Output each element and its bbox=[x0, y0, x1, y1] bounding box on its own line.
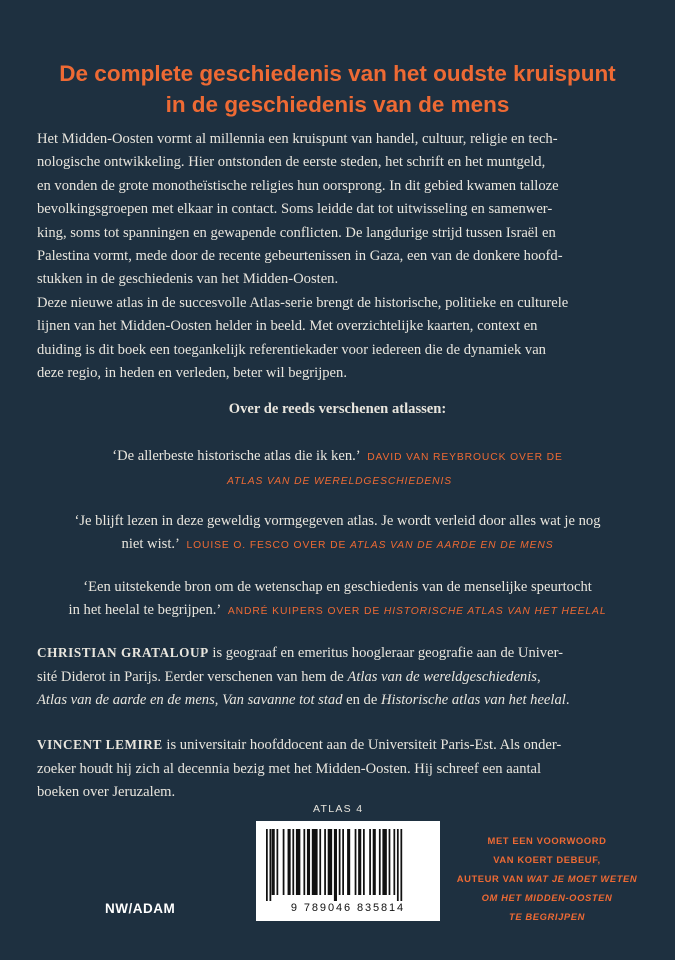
intro-line: lijnen van het Midden-Oosten helder in beeld. Met overzichtelijke kaarten, context en bbox=[37, 318, 538, 335]
author-name: CHRISTIAN GRATALOUP bbox=[37, 645, 209, 660]
review-quote-3 bbox=[40, 576, 635, 624]
bio-text: is universitair hoofddocent aan de Universiteit Paris-Est. Als onder- bbox=[162, 737, 562, 753]
cover-headline bbox=[30, 58, 645, 120]
headline-line-2: in de geschiedenis van de mens bbox=[165, 92, 510, 117]
review-quote-1 bbox=[40, 445, 635, 494]
quote-text: ‘Je blijft lezen in deze geweldig vormgegeven atlas. Je wordt verleid door alles wat je nog bbox=[74, 513, 601, 529]
book-title: Atlas van de aarde en de mens bbox=[37, 692, 215, 709]
headline-line-1: De complete geschiedenis van het oudste kruispunt bbox=[59, 61, 616, 86]
book-title: Historische atlas van het heelal bbox=[380, 692, 566, 709]
intro-line: nologische ontwikkeling. Hier ontstonden de eerste steden, het schrift en het muntgeld, bbox=[37, 154, 546, 171]
publisher-logo: NW/ADAM bbox=[105, 901, 176, 916]
foreword-note bbox=[452, 831, 642, 926]
quote-text: niet wist.’ bbox=[121, 536, 179, 553]
bio-text: zoeker houdt hij zich al decennia bezig met het Midden-Oosten. Hij schreef een aantal bbox=[37, 760, 542, 777]
series-label: ATLAS 4 bbox=[313, 803, 364, 815]
intro-line: stukken in de geschiedenis van het Midden-Oosten. bbox=[37, 271, 339, 288]
quote-text: ‘De allerbeste historische atlas die ik ken.’ bbox=[112, 448, 360, 464]
bio-text: , bbox=[214, 692, 223, 709]
author-name: VINCENT LEMIRE bbox=[37, 737, 163, 752]
isbn-number: 9 789046 835814 bbox=[290, 902, 406, 914]
quote-attribution: DAVID VAN REYBROUCK OVER DE bbox=[367, 452, 563, 463]
bio-text: boeken over Jeruzalem. bbox=[37, 784, 176, 801]
foreword-book-title: TE BEGRIJPEN bbox=[509, 911, 585, 922]
book-title: Atlas van de wereldgeschiedenis bbox=[347, 668, 537, 685]
bio-text: en de bbox=[342, 692, 381, 709]
author-bio-grataloup bbox=[37, 641, 643, 713]
bio-text: . bbox=[565, 692, 570, 709]
bio-text: is geograaf en emeritus hoogleraar geografie aan de Univer- bbox=[208, 645, 563, 661]
foreword-book-title: OM HET MIDDEN-OOSTEN bbox=[481, 892, 613, 903]
quote-book-title: ATLAS VAN DE AARDE EN DE MENS bbox=[349, 540, 554, 552]
barcode bbox=[256, 821, 440, 921]
intro-text bbox=[37, 128, 643, 385]
quote-book-title: HISTORISCHE ATLAS VAN HET HEELAL bbox=[383, 606, 607, 618]
foreword-line: AUTEUR VAN bbox=[456, 873, 527, 884]
quote-text: in het heelal te begrijpen.’ bbox=[68, 602, 221, 619]
intro-line: deze regio, in heden en verleden, beter wil begrijpen. bbox=[37, 365, 347, 382]
foreword-line: VAN KOERT DEBEUF, bbox=[493, 854, 601, 865]
foreword-line: MET EEN VOORWOORD bbox=[487, 835, 607, 846]
bio-text: sité Diderot in Parijs. Eerder verschenen van hem de bbox=[37, 668, 348, 685]
intro-line: en vonden de grote monotheïstische religies hun oorsprong. In dit gebied kwamen talloze bbox=[37, 177, 559, 194]
bio-text: , bbox=[536, 668, 541, 685]
author-bio-lemire bbox=[37, 733, 643, 805]
quote-attribution: LOUISE O. FESCO OVER DE bbox=[186, 540, 347, 552]
intro-line: Deze nieuwe atlas in de succesvolle Atlas-serie brengt de historische, politieke en culturele bbox=[37, 294, 569, 311]
intro-line: king, soms tot spanningen en gewapende conflicten. De langdurige strijd tussen Israël en bbox=[37, 224, 556, 241]
book-title: Van savanne tot stad bbox=[222, 692, 343, 709]
foreword-book-title: WAT JE MOET WETEN bbox=[526, 873, 638, 884]
quote-book-title: ATLAS VAN DE WERELDGESCHIEDENIS bbox=[226, 476, 453, 488]
intro-line: Palestina vormt, mede door de recente gebeurtenissen in Gaza, een van de donkere hoofd- bbox=[37, 248, 563, 265]
intro-line: bevolkingsgroepen met elkaar in contact. Soms leidde dat tot uitwisseling en samenwer- bbox=[37, 201, 553, 218]
review-quote-2 bbox=[40, 510, 635, 558]
reviews-heading: Over de reeds verschenen atlassen: bbox=[228, 401, 447, 417]
quote-text: ‘Een uitstekende bron om de wetenschap en geschiedenis van de menselijke speurtocht bbox=[83, 579, 592, 595]
quote-attribution: ANDRÉ KUIPERS OVER DE bbox=[227, 606, 381, 618]
barcode-bars bbox=[264, 829, 432, 901]
intro-line: duiding is dit boek een toegankelijk referentiekader voor iedereen die de dynamiek van bbox=[37, 341, 546, 358]
intro-line: Het Midden-Oosten vormt al millennia een kruispunt van handel, cultuur, religie en tech- bbox=[37, 131, 558, 147]
